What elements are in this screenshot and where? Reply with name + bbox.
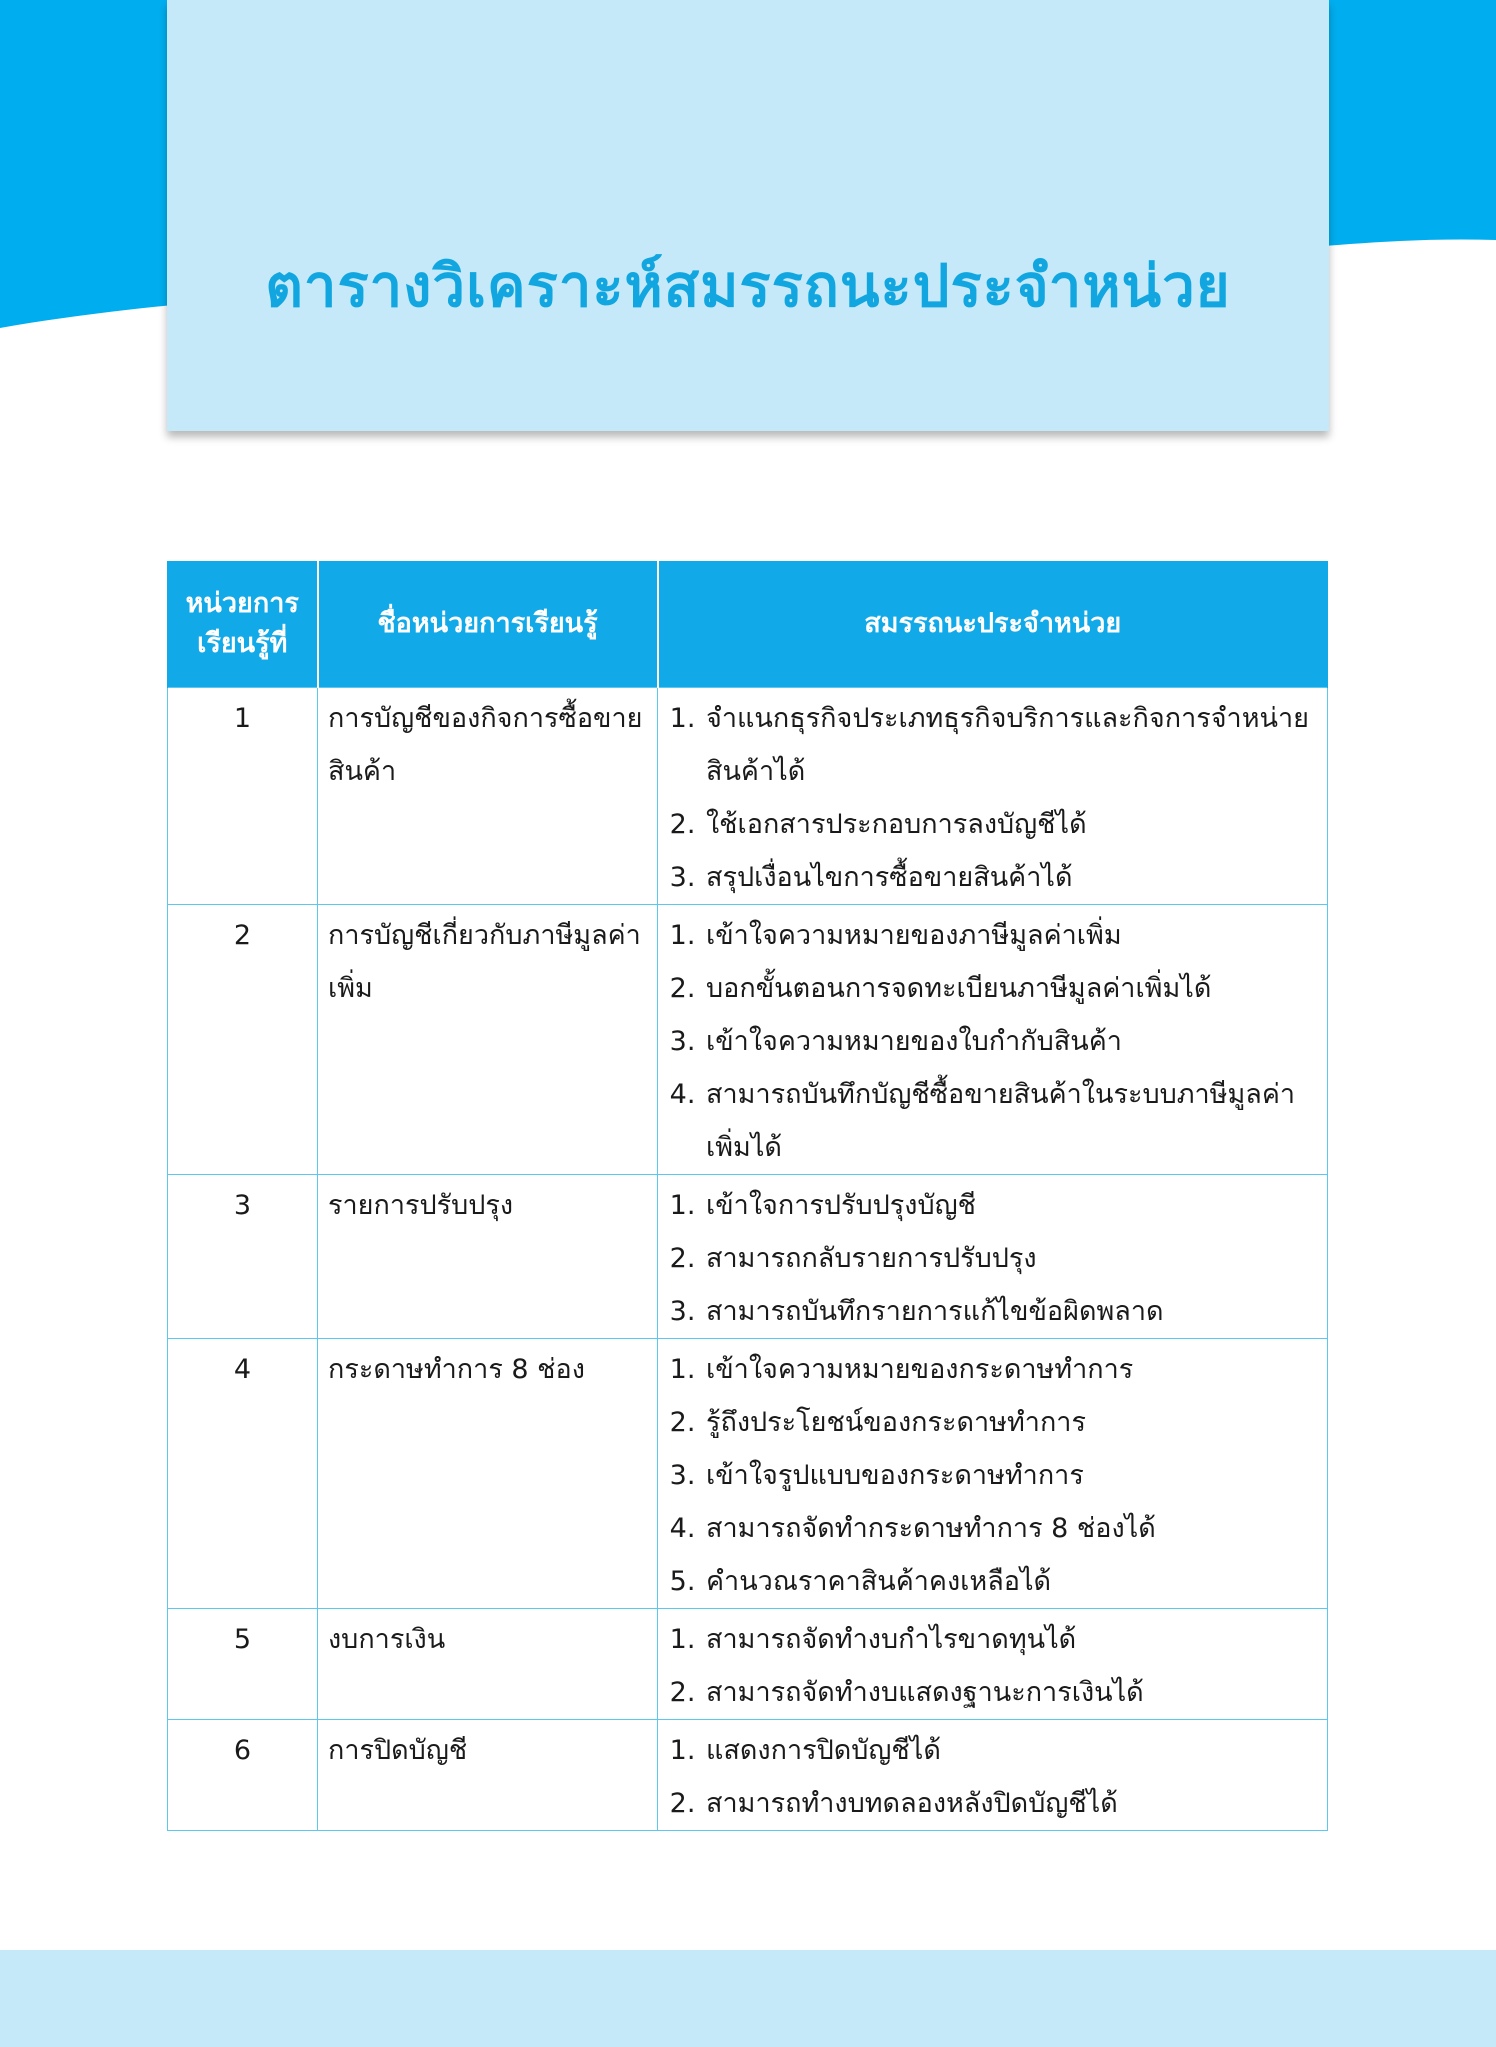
table-row [168,1609,1328,1720]
unit-number-cell: 2 [168,905,318,1175]
table-row [168,1339,1328,1609]
page-title: ตารางวิเคราะห์สมรรถนะประจำหน่วย [265,252,1231,320]
unit-name-cell [318,1339,658,1609]
competency-cell [658,1175,1328,1339]
header-competency: สมรรถนะประจำหน่วย [658,561,1328,688]
unit-name-text: รายการปรับปรุง [328,1190,514,1221]
unit-name-text: งบการเงิน [328,1624,446,1655]
unit-name-cell [318,688,658,905]
competency-item: 1. เข้าใจการปรับปรุงบัญชี [704,1179,1319,1232]
competency-item: 3. สรุปเงื่อนไขการซื้อขายสินค้าได้ [704,851,1319,904]
unit-name-text: กระดาษทำการ 8 ช่อง [328,1354,585,1385]
unit-name-cell [318,1175,658,1339]
unit-number-cell: 5 [168,1609,318,1720]
competency-item: 3. เข้าใจความหมายของใบกำกับสินค้า [704,1015,1319,1068]
competency-item: 1. เข้าใจความหมายของกระดาษทำการ [704,1343,1319,1396]
competency-item: 4. สามารถจัดทำกระดาษทำการ 8 ช่องได้ [704,1502,1319,1555]
right-wave-shape [1300,0,1496,248]
unit-name-cell [318,905,658,1175]
unit-number-cell: 1 [168,688,318,905]
unit-name-cell [318,1609,658,1720]
competency-cell [658,905,1328,1175]
competency-item: 2. สามารถจัดทำงบแสดงฐานะการเงินได้ [704,1666,1319,1719]
unit-name-text: การปิดบัญชี [328,1735,468,1766]
competency-table-container [167,561,1327,1831]
competency-item: 1. จำแนกธุรกิจประเภทธุรกิจบริการและกิจการจำหน่ายสินค้าได้ [704,692,1319,798]
competency-item: 3. เข้าใจรูปแบบของกระดาษทำการ [704,1449,1319,1502]
unit-name-text: การบัญชีของกิจการซื้อขายสินค้า [328,703,643,787]
competency-item: 1. สามารถจัดทำงบกำไรขาดทุนได้ [704,1613,1319,1666]
table-body [168,688,1328,1831]
header-unit-number: หน่วยการเรียนรู้ที่ [168,561,318,688]
competency-list [668,1179,1319,1338]
competency-item: 2. ใช้เอกสารประกอบการลงบัญชีได้ [704,798,1319,851]
table-header-row [168,561,1328,688]
competency-item: 3. สามารถบันทึกรายการแก้ไขข้อผิดพลาด [704,1285,1319,1338]
competency-item: 1. เข้าใจความหมายของภาษีมูลค่าเพิ่ม [704,909,1319,962]
competency-item: 5. คำนวณราคาสินค้าคงเหลือได้ [704,1555,1319,1608]
table-row [168,1175,1328,1339]
competency-item: 2. บอกขั้นตอนการจดทะเบียนภาษีมูลค่าเพิ่มได้ [704,962,1319,1015]
competency-list [668,692,1319,904]
competency-cell [658,688,1328,905]
competency-list [668,909,1319,1174]
competency-item: 2. สามารถทำงบทดลองหลังปิดบัญชีได้ [704,1777,1319,1830]
competency-item: 4. สามารถบันทึกบัญชีซื้อขายสินค้าในระบบภาษีมูลค่าเพิ่มได้ [704,1068,1319,1174]
competency-item: 1. แสดงการปิดบัญชีได้ [704,1724,1319,1777]
competency-cell [658,1609,1328,1720]
competency-item: 2. สามารถกลับรายการปรับปรุง [704,1232,1319,1285]
header-unit-name: ชื่อหน่วยการเรียนรู้ [318,561,658,688]
competency-table [167,561,1328,1831]
competency-list [668,1613,1319,1719]
unit-number-cell: 4 [168,1339,318,1609]
table-row [168,905,1328,1175]
table-row [168,1720,1328,1831]
competency-list [668,1724,1319,1830]
competency-list [668,1343,1319,1608]
competency-cell [658,1339,1328,1609]
title-panel [167,0,1329,431]
footer-band [0,1950,1496,2047]
unit-number-cell: 3 [168,1175,318,1339]
unit-number-cell: 6 [168,1720,318,1831]
unit-name-cell [318,1720,658,1831]
table-row [168,688,1328,905]
competency-cell [658,1720,1328,1831]
unit-name-text: การบัญชีเกี่ยวกับภาษีมูลค่าเพิ่ม [328,920,641,1004]
competency-item: 2. รู้ถึงประโยชน์ของกระดาษทำการ [704,1396,1319,1449]
